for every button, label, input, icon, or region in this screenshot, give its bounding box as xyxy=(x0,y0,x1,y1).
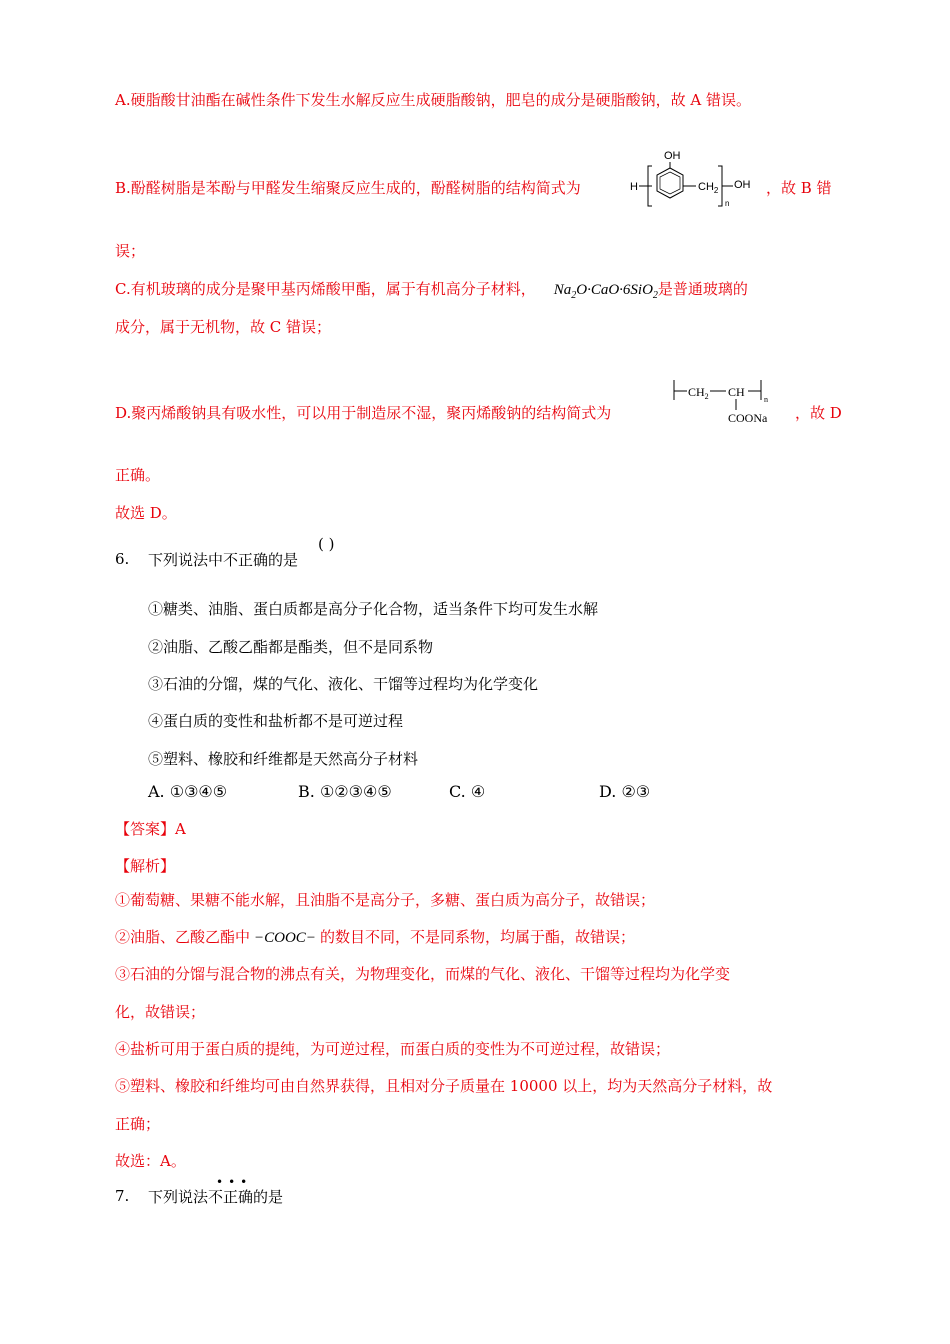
emphasis-dots: ••• xyxy=(216,1175,253,1189)
question-6-number: 6. xyxy=(115,550,130,568)
statement-4: ④蛋白质的变性和盐析都不是可逆过程 xyxy=(148,712,404,730)
solution-option-d-cont: 正确。 xyxy=(115,466,161,484)
phenol-ch2-label: $CH_2$ xyxy=(698,181,719,195)
statement-2: ②油脂、乙酸乙酯都是酯类，但不是同系物 xyxy=(148,638,434,656)
analysis-line-2: ②油脂、乙酸乙酯中 −COOC− 的数目不同，不是同系物，均属于酯，故错误； xyxy=(115,928,635,946)
solution-option-b: B.酚醛树脂是苯酚与甲醛发生缩聚反应生成的，酚醛树脂的结构简式为 xyxy=(115,179,581,197)
pa-coona-label: COONa xyxy=(728,411,768,425)
question-6-stem: 下列说法中不正确的是 xyxy=(148,551,299,569)
solution-option-d: D.聚丙烯酸钠具有吸水性，可以用于制造尿不湿，聚丙烯酸钠的结构简式为 xyxy=(115,404,612,422)
option-a[interactable]: A. ①③④⑤ xyxy=(148,782,228,801)
analysis-line-5: ⑤塑料、橡胶和纤维均可由自然界获得，且相对分子质量在 10000 以上，均为天然高分子材料，故 xyxy=(115,1077,773,1095)
pa-ch-label: CH xyxy=(728,385,745,399)
phenol-h-label: H xyxy=(630,181,638,193)
question-7-number: 7. xyxy=(115,1187,130,1205)
statement-1: ①糖类、油脂、蛋白质都是高分子化合物，适当条件下均可发生水解 xyxy=(148,600,599,618)
statement-5: ⑤塑料、橡胶和纤维都是天然高分子材料 xyxy=(148,750,419,768)
cooc-group: −COOC− xyxy=(254,930,316,946)
analysis-line-4: ④盐析可用于蛋白质的提纯，为可逆过程，而蛋白质的变性为不可逆过程，故错误； xyxy=(115,1040,671,1058)
analysis-line-5-cont: 正确； xyxy=(115,1115,161,1133)
question-7-stem: 下列说法不正确的是 xyxy=(148,1188,284,1206)
analysis-line-1: ①葡萄糖、果糖不能水解，且油脂不是高分子，多糖、蛋白质为高分子，故错误； xyxy=(115,891,656,909)
solution-option-b-cont: 误； xyxy=(115,242,146,260)
phenol-n-label: n xyxy=(725,199,730,208)
analysis-line-3: ③石油的分馏与混合物的沸点有关，为物理变化，而煤的气化、液化、干馏等过程均为化学变 xyxy=(115,965,731,983)
solution-option-b-end: ，故 B 错 xyxy=(766,179,832,197)
option-b[interactable]: B. ①②③④⑤ xyxy=(298,782,392,801)
analysis-line-3-cont: 化，故错误； xyxy=(115,1003,206,1021)
pa-n-label: n xyxy=(764,395,768,404)
glass-formula: $Na_2O\cdot CaO\cdot 6SiO_2$ xyxy=(553,282,658,301)
analysis-conclusion: 故选：A。 xyxy=(115,1152,186,1170)
statement-3: ③石油的分馏，煤的气化、液化、干馏等过程均为化学变化 xyxy=(148,675,539,693)
phenol-oh-end-label: OH xyxy=(734,179,751,191)
pa-ch2-label: $CH_2$ xyxy=(688,385,709,401)
phenolic-resin-structure xyxy=(630,146,760,210)
sodium-polyacrylate-structure xyxy=(668,374,788,430)
solution-option-c-cont: 成分，属于无机物，故 C 错误； xyxy=(115,318,332,336)
solution-option-a: A.硬脂酸甘油酯在碱性条件下发生水解反应生成硬脂酸钠，肥皂的成分是硬脂酸钠，故 A 错误。 xyxy=(115,91,751,109)
solution-option-d-end: ，故 D xyxy=(795,404,842,422)
option-c[interactable]: C. ④ xyxy=(449,782,486,801)
phenol-oh-label: OH xyxy=(664,150,681,162)
answer-line: 【答案】A xyxy=(115,820,186,838)
solution-conclusion: 故选 D。 xyxy=(115,504,177,522)
solution-option-c: C.有机玻璃的成分是聚甲基丙烯酸甲酯，属于有机高分子材料， $Na_2O\cdot CaO\cdot 6SiO_2$是普通玻璃的 xyxy=(115,280,748,301)
analysis-label: 【解析】 xyxy=(115,857,176,875)
question-6-paren: ( ) xyxy=(318,535,335,553)
option-d[interactable]: D. ②③ xyxy=(599,782,651,801)
